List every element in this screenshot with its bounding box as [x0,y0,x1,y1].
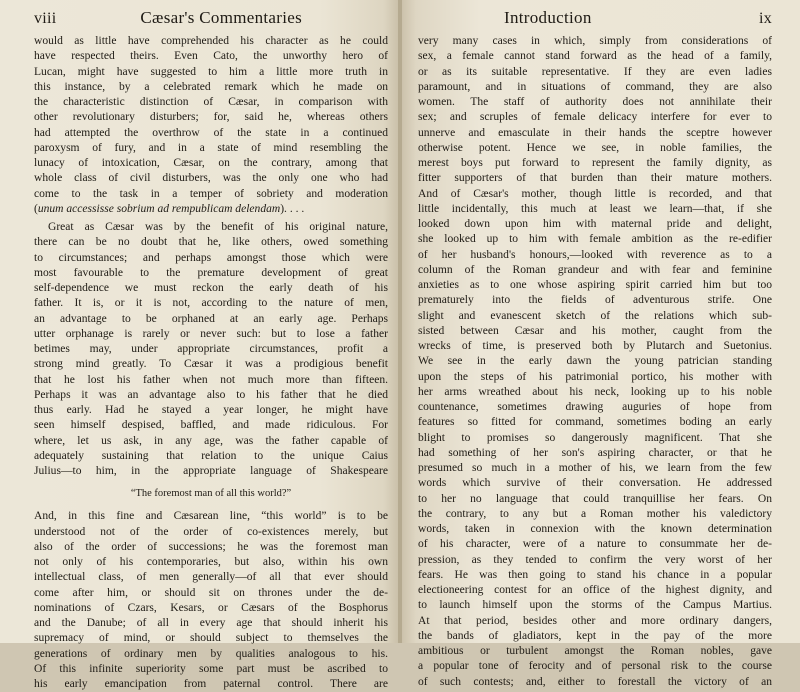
text-line: or as its suitable representative. If they are even ladies [418,65,772,78]
text-line: very many cases in which, simply from considerations of [418,35,772,47]
text-line: sisted between Cæsar and his mother, caught from the [418,324,772,337]
paragraph-right [418,34,772,690]
text-line: her arms wreathed about his neck, looking up to his noble [418,385,772,398]
text-line: And, in this fine and Cæsarean line, “this world” is to be [34,510,388,523]
paragraph-1 [34,34,388,217]
text-line: merest boys put forward to represent the family dignity, as [418,157,772,169]
running-head-left [34,8,388,30]
text-line: the bands of gladiators, kept in the pay of the more [418,629,772,642]
text-line: the characteristic distinction of Cæsar, in comparison with [34,96,388,108]
text-line: she looked up to him with female ambition as the re-edifier [418,233,772,246]
text-line: of such contests; and, either to forestall the victory of an [418,675,772,688]
text-line: upon the steps of his patrimonial portico, his mother with [418,370,772,383]
text-line: ambitious or turbulent amongst the Roman nobles, gave [418,645,772,657]
text-line: fitter supporters of that burden than their mature mothers. [418,172,772,185]
page-number-right: ix [758,10,772,27]
text-line: And of Cæsar's mother, though little is recorded, and that [418,187,772,200]
text-line: and the Danube; of all in every age that should inherit his [34,617,388,629]
text-line: where, let us ask, in any age, was the father capable of [34,434,388,447]
text-line: column of the Roman grandeur and with fear and feminine [418,263,772,276]
text-line: words, taken in connexion with the known determination [418,523,772,535]
running-head-right [418,8,772,30]
text-line: father. It is, or it is not, according to the nature of men, [34,297,388,310]
paragraph-3 [34,509,388,692]
text-line: also of the order of successions; he was the foremost man [34,540,388,553]
text-line: of her husband's honours,—looked with reverence as to a [418,248,772,261]
book-gutter [398,0,402,643]
text-line: other revolutionary disturbers; for, said he, whereas others [34,111,388,124]
running-title-left: Cæsar's Commentaries [140,8,302,27]
text-line: paramount, and in situations of command, they are also [418,80,772,93]
text-line: unnerve and emasculate in their hands the sceptre however [418,126,772,139]
text-line: this instance, by a celebrated remark which he made on [34,80,388,93]
text-line: looked down upon him with maternal pride and delight, [418,218,772,230]
left-page-text [34,34,388,692]
text-line: thus early. Had he stayed a year longer, he might have [34,404,388,416]
text-line: utter orphanage is rarely or never such: but to lose a father [34,327,388,340]
text-line: to launch himself upon the storms of the Campus Martius. [418,599,772,612]
text-line: an advantage to be orphaned at an early age. Perhaps [34,312,388,325]
text-line: countenance, sometimes drawing auguries of hope from [418,401,772,413]
text-line: Great as Cæsar was by the benefit of his original nature, [48,221,388,233]
text-line: self-dependence we must reckon the early death of his [34,282,388,294]
text-line: electioneering contest for an office of the highest dignity, and [418,584,772,596]
text-line: come after him, or should sit on thrones under the de- [34,586,388,599]
text-line: the contrary, to any but a Roman mother his valedictory [418,507,772,520]
text-line: sex, a female cannot stand forward as the head of a family, [418,50,772,63]
left-page [0,0,400,690]
text-line: to circumstances; and perhaps amongst those which were [34,251,388,264]
text-line: words which survive of their conversation. He addressed [418,477,772,490]
text-line: anxieties as to one whose aspiring spirit carried him but too [418,279,772,291]
text-line: a popular tone of ferocity and of personal risk to the course [418,660,772,673]
text-line: his early emancipation from paternal control. There are [34,678,388,690]
text-line: intellectual class, of men generally—of all that ever should [34,571,388,584]
text-line: women. The staff of authority does not annihilate their [418,96,772,108]
text-line: wrecks of time, is preserved both by Plutarch and Suetonius. [418,340,772,352]
right-page [400,0,800,688]
shakespeare-quote: “The foremost man of all this world?” [130,488,292,500]
text-line: (unum accessisse sobrium ad rempublicam delendam). . . . [34,202,305,215]
text-line: betimes may, under appropriate circumstances, profit a [34,343,388,355]
text-line: lunacy of intoxication, Cæsar, on the contrary, among that [34,157,388,169]
paragraph-2 [34,220,388,479]
text-line: there can be no doubt that he, like others, owed something [34,236,388,249]
text-line: presumed so much in a mother of his, we learn from the few [418,462,772,474]
text-line: features so fitted for command, sometimes boding an early [418,416,772,429]
text-line: supremacy of mind, or should subject to themselves the [34,632,388,645]
text-line: Julius—to him, in the appropriate language of Shakespeare [34,465,388,477]
text-line: fears. He was then going to stand his chance in a popular [418,568,772,581]
text-line: had attempted the overthrow of the state in a continued [34,126,388,139]
text-line: paroxysm of fury, and in a state of mind resembling the [34,141,388,154]
text-line: adequately sustaining that relation to the unique Caius [34,449,388,462]
text-line: little incidentally, this much at least we learn—that, if she [418,202,772,215]
text-line: that he lost his father when not much more than fifteen. [34,373,388,386]
text-line: have respected theirs. Even Cato, the unworthy hero of [34,50,388,63]
running-title-right: Introduction [504,8,592,27]
text-line: slight and evanescent sketch of the relations which sub- [418,309,772,322]
text-line: would as little have comprehended his character as he could [34,35,388,47]
text-line: pression, as they tended to confirm the very worst of her [418,553,772,566]
text-line: whole class of civil disturbers, was the only one who had [34,172,388,185]
text-line: We see in the early dawn the young patrician standing [418,355,772,368]
text-line: generations of ordinary men by qualities analogous to his. [34,647,388,660]
text-line: seen himself despised, baffled, and made ridiculous. For [34,419,388,432]
text-line: otherwise potent. Hence we see, in noble families, the [418,141,772,154]
text-line: sex; and scruples of female delicacy interfere for ever to [418,111,772,124]
text-line: At that period, besides other and more ordinary dangers, [418,614,772,627]
text-line: had something of her son's aspiring character, or that he [418,446,772,459]
text-line: understood not of the order of co-existences merely, but [34,525,388,538]
text-line: most favourable to the premature development of great [34,266,388,279]
text-line: blight to promises so dangerously magnificent. That she [418,431,772,444]
text-line: not only of his contemporaries, but also, within his own [34,556,388,568]
text-line: to her no language that could tranquillise her fears. On [418,492,772,505]
text-line: strong mind greatly. To Cæsar it was a prodigious benefit [34,358,388,371]
right-page-text [418,34,772,690]
text-line: come to the task in a temper of sobriety and moderation [34,187,388,200]
page-number-left: viii [34,10,57,27]
text-line: Perhaps it was an advantage also to his father that he died [34,388,388,401]
text-line: Lucan, might have suggested to him a little more truth in [34,65,388,78]
text-line: prematurely into the fields of adventurous strife. One [418,294,772,307]
text-line: of his character, were of a nature to consummate her de- [418,538,772,551]
text-line: Of this infinite superiority some part must be ascribed to [34,662,388,675]
text-line: nominations of Czars, Kesars, or Cæsars of the Bosphorus [34,601,388,614]
